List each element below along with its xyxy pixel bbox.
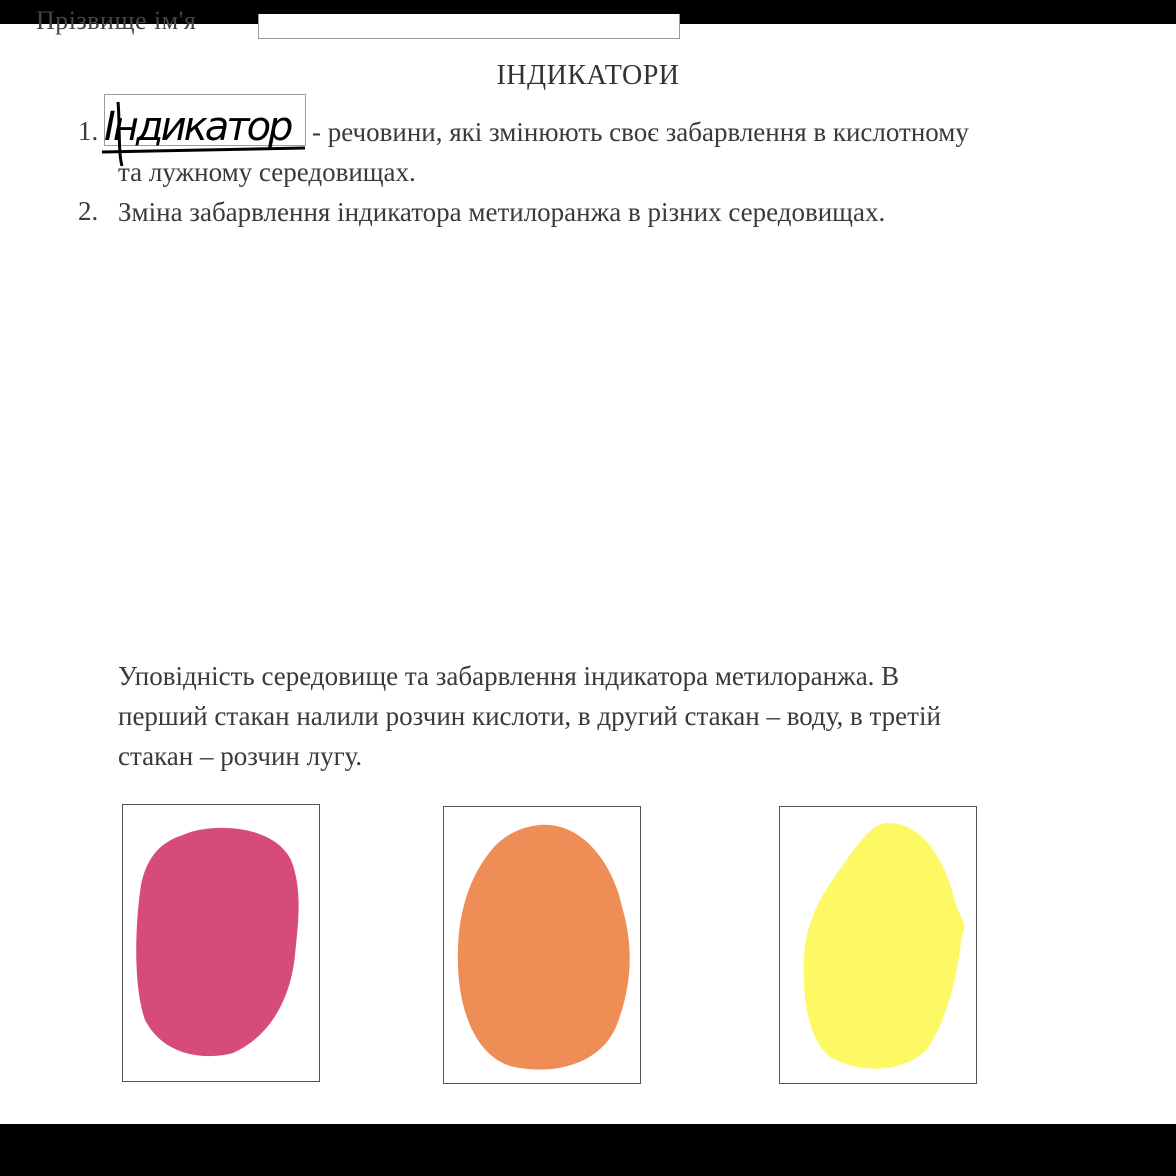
task-line-3: стакан – розчин лугу. — [118, 741, 363, 771]
task-paragraph — [118, 656, 1108, 776]
acid-color-blob — [136, 828, 298, 1056]
beaker-water[interactable] — [443, 806, 641, 1084]
item-1-text-line1: - речовини, які змінюють своє забарвлення в кислотному — [312, 117, 969, 147]
name-field[interactable] — [258, 14, 680, 39]
alkali-color-blob — [804, 823, 965, 1069]
item-2-number: 2. — [78, 196, 99, 226]
item-1-text-line2: та лужному середовищах. — [118, 157, 416, 187]
name-label: Прізвище ім'я — [36, 6, 197, 35]
item-1-number: 1. — [78, 116, 99, 146]
water-color-blob — [458, 825, 630, 1070]
handwritten-answer-text: Індикатор — [104, 104, 291, 150]
beaker-acid[interactable] — [122, 804, 320, 1082]
page-title: ІНДИКАТОРИ — [496, 60, 680, 91]
task-line-1: Уповідність середовище та забарвлення індикатора метилоранжа. В — [118, 661, 900, 691]
task-line-2: перший стакан налили розчин кислоти, в другий стакан – воду, в третій — [118, 701, 941, 731]
beaker-alkali[interactable] — [779, 806, 977, 1084]
worksheet-page — [0, 6, 1176, 1124]
item-2-text: Зміна забарвлення індикатора метилоранжа в різних середовищах. — [118, 197, 886, 227]
